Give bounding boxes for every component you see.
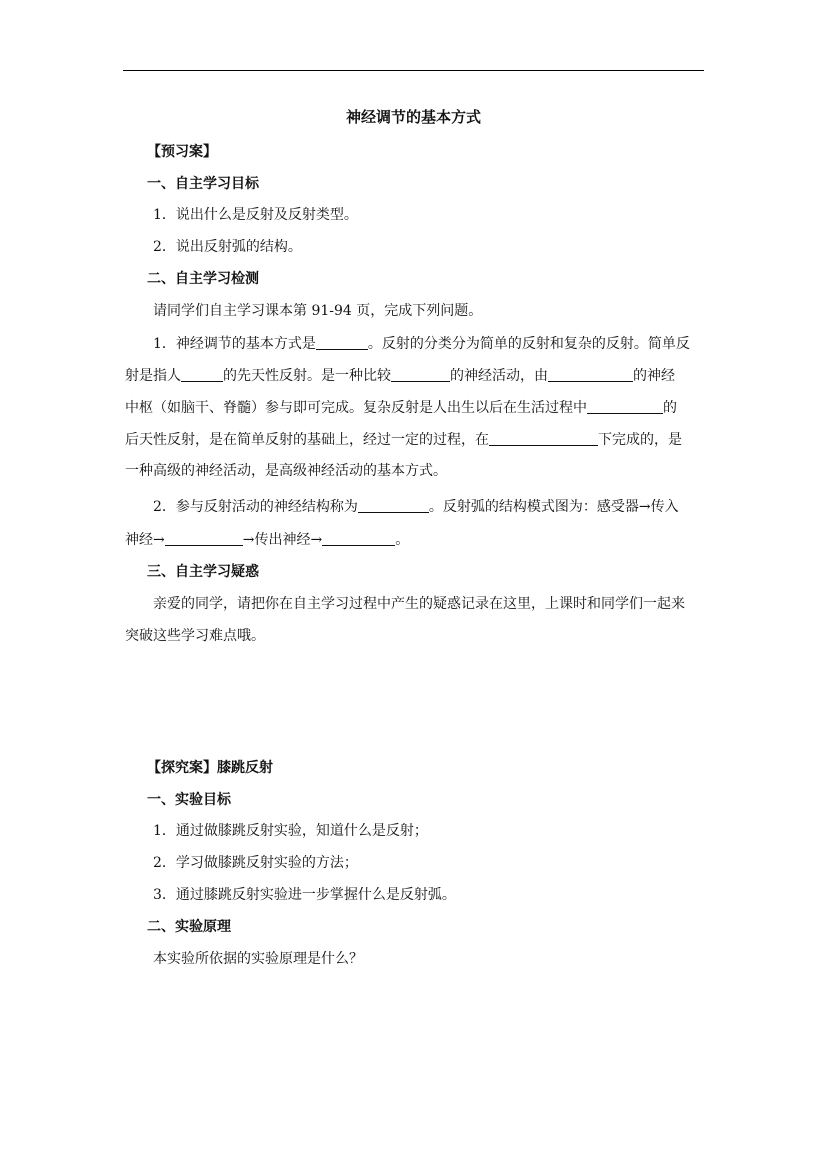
q1-line-3: 中枢（如脑干、脊髓）参与即可完成。复杂反射是人出生以后在生活过程中 的 <box>125 400 677 416</box>
check-heading: 二、自主学习检测 <box>147 271 259 287</box>
header-rule <box>123 70 704 71</box>
doubt-text-1: 亲爱的同学，请把你在自主学习过程中产生的疑惑记录在这里，上课时和同学们一起来 <box>153 596 685 612</box>
explore-heading: 【探究案】膝跳反射 <box>147 760 273 776</box>
q1-line-4: 后天性反射，是在简单反射的基础上，经过一定的过程，在 下完成的，是 <box>125 432 682 448</box>
answer-blank[interactable] <box>181 366 223 382</box>
goals-heading: 一、自主学习目标 <box>147 176 259 192</box>
goal-item: 2．说出反射弧的结构。 <box>153 239 302 255</box>
answer-blank[interactable] <box>322 530 395 546</box>
check-intro: 请同学们自主学习课本第 91-94 页，完成下列问题。 <box>153 303 483 319</box>
goal-item: 1．说出什么是反射及反射类型。 <box>153 207 358 223</box>
q1-line-2: 射是指人 的先天性反射。是一种比较 的神经活动，由 的神经 <box>125 368 675 384</box>
answer-blank[interactable] <box>358 497 429 513</box>
exp-goals-heading: 一、实验目标 <box>147 792 231 808</box>
exp-goal-item: 2．学习做膝跳反射实验的方法； <box>153 855 358 871</box>
preview-heading: 【预习案】 <box>147 144 217 160</box>
principle-heading: 二、实验原理 <box>147 919 231 935</box>
exp-goal-item: 1．通过做膝跳反射实验，知道什么是反射； <box>153 823 428 839</box>
answer-blank[interactable] <box>548 366 633 382</box>
exp-goal-item: 3．通过膝跳反射实验进一步掌握什么是反射弧。 <box>153 887 456 903</box>
answer-blank[interactable] <box>316 334 368 350</box>
q2-line-1: 2．参与反射活动的神经结构称为 。反射弧的结构模式图为：感受器→传入 <box>153 499 679 515</box>
page-title: 神经调节的基本方式 <box>345 108 481 126</box>
q1-line-1: 1．神经调节的基本方式是 。反射的分类分为简单的反射和复杂的反射。简单反 <box>153 336 690 352</box>
doubt-text-2: 突破这些学习难点哦。 <box>125 628 265 644</box>
answer-blank[interactable] <box>391 366 450 382</box>
answer-blank[interactable] <box>489 430 598 446</box>
q1-line-5: 一种高级的神经活动，是高级神经活动的基本方式。 <box>125 463 447 479</box>
answer-blank[interactable] <box>587 398 663 414</box>
answer-blank[interactable] <box>165 530 243 546</box>
q2-line-2: 神经→ →传出神经→ 。 <box>125 532 410 548</box>
principle-question: 本实验所依据的实验原理是什么？ <box>153 951 363 967</box>
doubt-heading: 三、自主学习疑惑 <box>147 564 259 580</box>
